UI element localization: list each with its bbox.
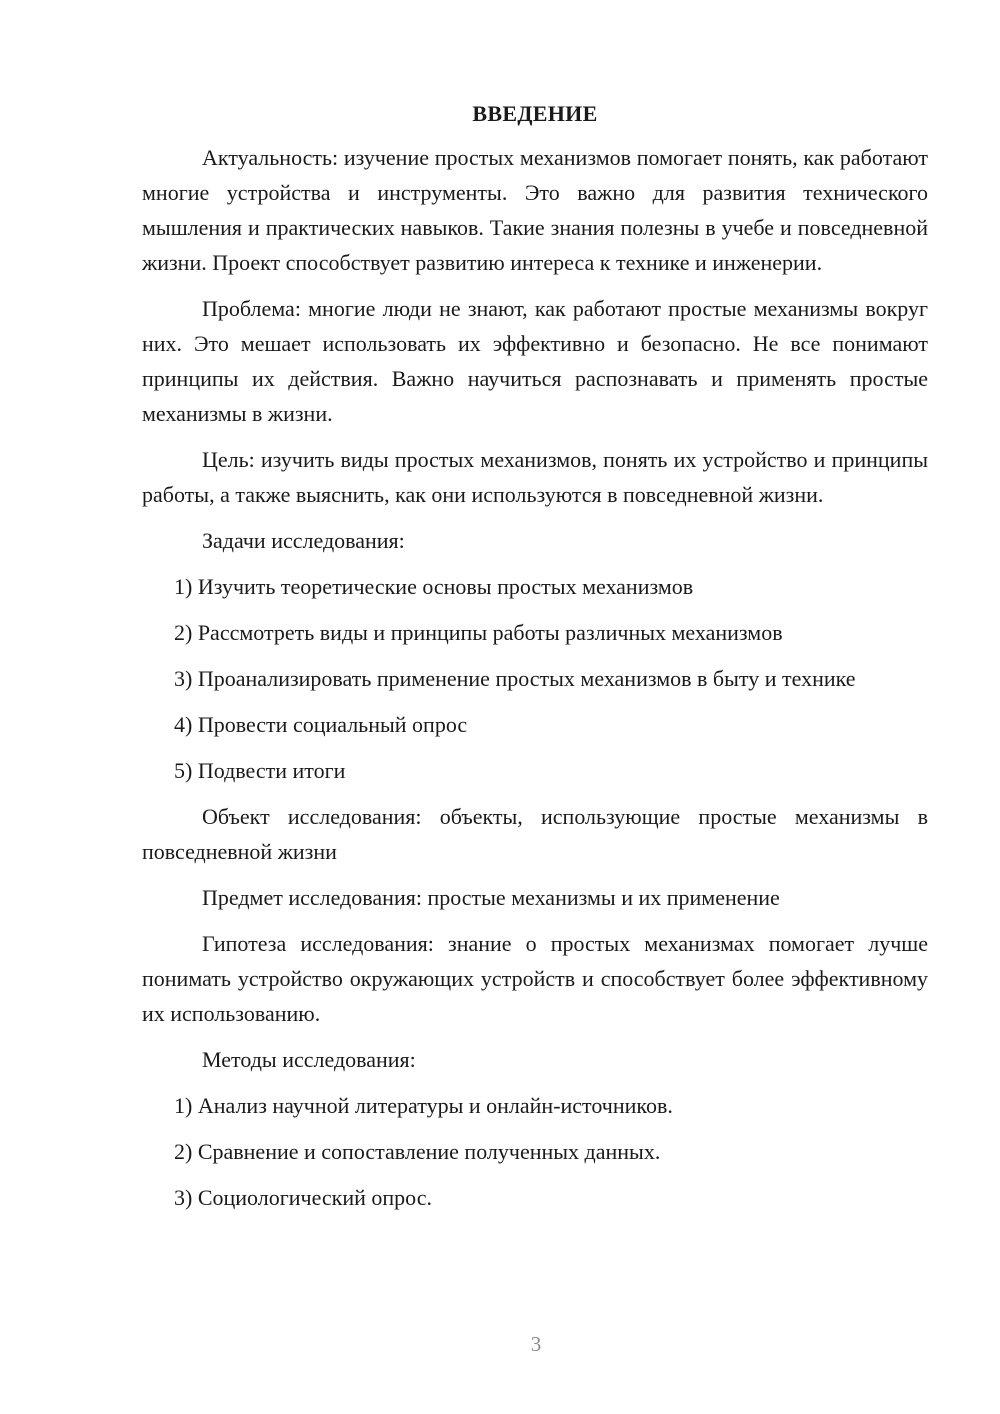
relevance-paragraph: Актуальность: изучение простых механизмов помогает понять, как работают многие устройства и инструменты. Это важно для развития технического мышления и практических навыков. Такие знания полезны в учебе и повседневной жизни. Проект способствует развитию интереса к технике и инженерии. xyxy=(142,145,928,275)
method-item: 3) Социологический опрос. xyxy=(174,1185,432,1210)
goal-paragraph: Цель: изучить виды простых механизмов, понять их устройство и принципы работы, а также выяснить, как они используются в повседневной жизни. xyxy=(142,447,928,507)
method-item: 2) Сравнение и сопоставление полученных данных. xyxy=(174,1139,661,1164)
method-item: 1) Анализ научной литературы и онлайн-источников. xyxy=(174,1093,673,1118)
task-item: 4) Провести социальный опрос xyxy=(174,712,468,737)
task-item: 2) Рассмотреть виды и принципы работы различных механизмов xyxy=(174,620,783,645)
problem-paragraph: Проблема: многие люди не знают, как работают простые механизмы вокруг них. Это мешает использовать их эффективно и безопасно. Не все понимают принципы их действия. Важно научиться распознавать и применять простые механизмы в жизни. xyxy=(142,296,928,426)
section-heading: ВВЕДЕНИЕ xyxy=(472,101,598,126)
page-content xyxy=(142,96,928,1226)
task-item: 1) Изучить теоретические основы простых механизмов xyxy=(174,574,694,599)
hypothesis-paragraph: Гипотеза исследования: знание о простых механизмах помогает лучше понимать устройство окружающих устройств и способствует более эффективному их использованию. xyxy=(142,931,928,1026)
page-number: 3 xyxy=(530,1332,542,1356)
task-item: 3) Проанализировать применение простых механизмов в быту и технике xyxy=(174,666,856,691)
subject-paragraph: Предмет исследования: простые механизмы и их применение xyxy=(202,885,780,910)
object-paragraph: Объект исследования: объекты, использующие простые механизмы в повседневной жизни xyxy=(142,804,928,864)
task-item: 5) Подвести итоги xyxy=(174,758,346,783)
methods-title: Методы исследования: xyxy=(202,1047,416,1072)
tasks-title: Задачи исследования: xyxy=(202,528,405,553)
